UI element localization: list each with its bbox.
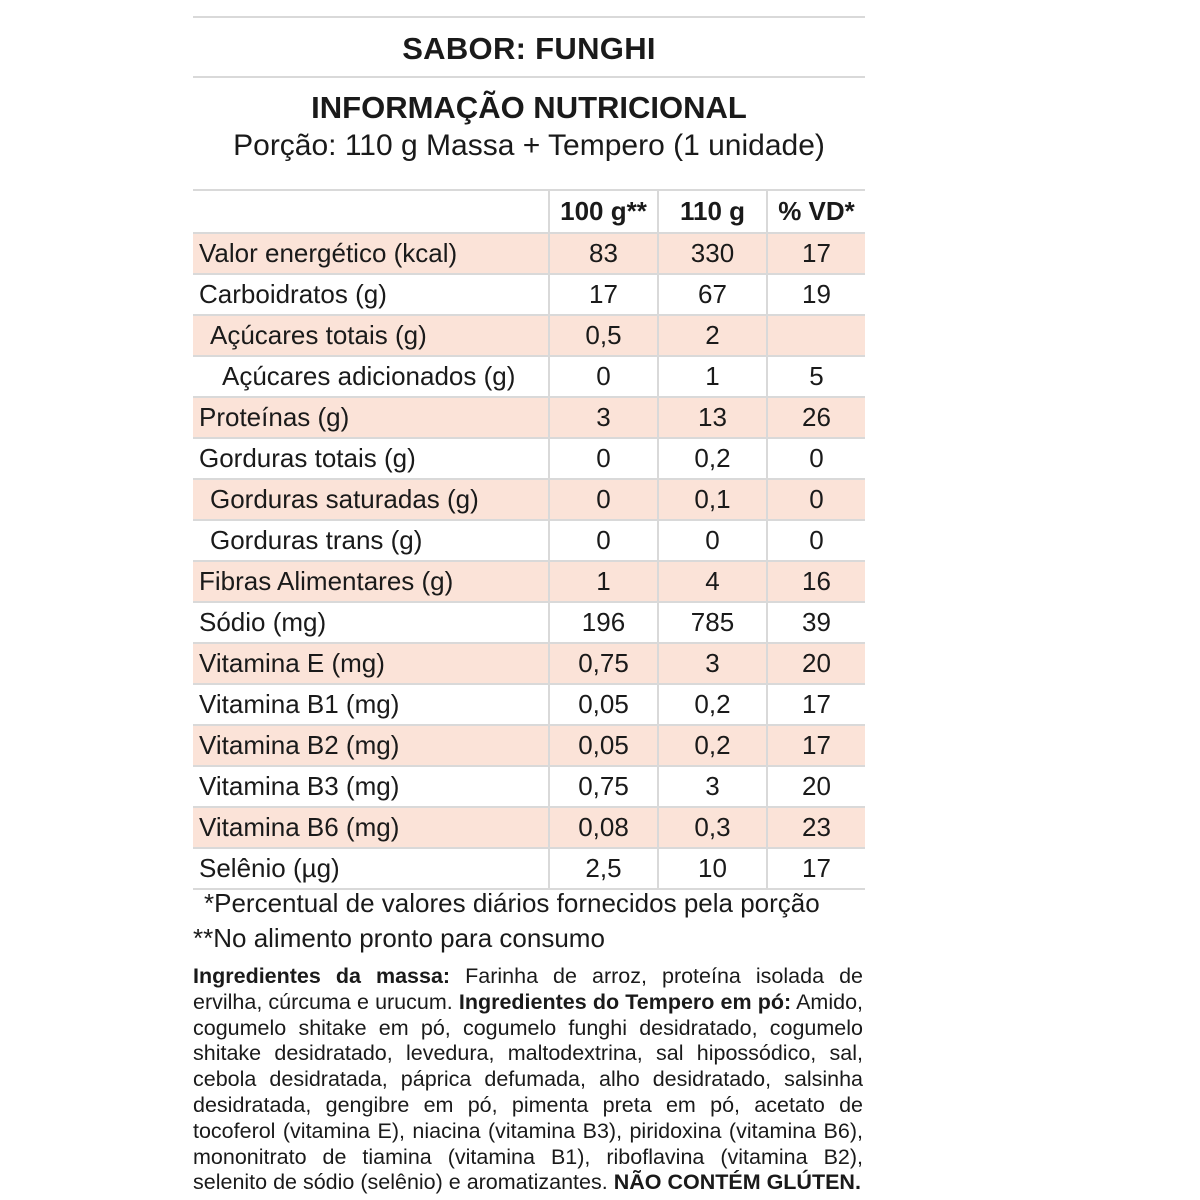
value-per-110g: 0,3 xyxy=(658,807,767,848)
value-per-100g: 17 xyxy=(549,274,658,315)
value-per-110g: 10 xyxy=(658,848,767,889)
value-per-110g: 1 xyxy=(658,356,767,397)
table-row xyxy=(193,684,865,725)
nutrient-label: Açúcares totais (g) xyxy=(193,315,549,356)
value-per-110g: 4 xyxy=(658,561,767,602)
value-per-100g: 0,08 xyxy=(549,807,658,848)
table-row xyxy=(193,479,865,520)
value-per-100g: 0,75 xyxy=(549,766,658,807)
value-daily-percent: 39 xyxy=(767,602,865,643)
ingredients-text xyxy=(193,964,863,1196)
value-per-110g: 0,1 xyxy=(658,479,767,520)
table-row xyxy=(193,356,865,397)
table-row xyxy=(193,233,865,274)
header-daily-value: % VD* xyxy=(767,191,865,233)
value-daily-percent: 0 xyxy=(767,479,865,520)
nutrient-label: Valor energético (kcal) xyxy=(193,233,549,274)
value-per-110g: 0,2 xyxy=(658,684,767,725)
nutrition-table-body xyxy=(193,233,865,889)
footnotes xyxy=(193,886,873,956)
value-per-100g: 0,05 xyxy=(549,684,658,725)
value-per-110g: 330 xyxy=(658,233,767,274)
value-daily-percent: 0 xyxy=(767,520,865,561)
value-daily-percent: 17 xyxy=(767,848,865,889)
value-per-100g: 0,75 xyxy=(549,643,658,684)
header-per-110g: 110 g xyxy=(658,191,767,233)
nutrition-table xyxy=(193,191,865,890)
table-row xyxy=(193,397,865,438)
table-row xyxy=(193,438,865,479)
value-per-110g: 3 xyxy=(658,643,767,684)
value-per-100g: 0,5 xyxy=(549,315,658,356)
header-per-100g: 100 g** xyxy=(549,191,658,233)
value-daily-percent: 5 xyxy=(767,356,865,397)
value-daily-percent: 20 xyxy=(767,766,865,807)
value-daily-percent: 23 xyxy=(767,807,865,848)
table-row xyxy=(193,725,865,766)
nutrient-label: Açúcares adicionados (g) xyxy=(193,356,549,397)
ingredients-seasoning-label: Ingredientes do Tempero em pó: xyxy=(458,989,792,1014)
table-row xyxy=(193,520,865,561)
portion-size: Porção: 110 g Massa + Tempero (1 unidade) xyxy=(233,129,825,162)
value-daily-percent: 17 xyxy=(767,233,865,274)
value-daily-percent xyxy=(767,315,865,356)
flavor-divider xyxy=(193,76,865,78)
value-daily-percent: 20 xyxy=(767,643,865,684)
nutrient-label: Vitamina B3 (mg) xyxy=(193,766,549,807)
value-per-100g: 3 xyxy=(549,397,658,438)
nutrient-label: Proteínas (g) xyxy=(193,397,549,438)
value-daily-percent: 17 xyxy=(767,725,865,766)
value-daily-percent: 17 xyxy=(767,684,865,725)
gluten-warning: NÃO CONTÉM GLÚTEN. xyxy=(613,1170,861,1195)
table-row xyxy=(193,602,865,643)
value-daily-percent: 16 xyxy=(767,561,865,602)
nutrient-label: Carboidratos (g) xyxy=(193,274,549,315)
footnote-ready-to-eat: **No alimento pronto para consumo xyxy=(193,923,605,953)
value-daily-percent: 19 xyxy=(767,274,865,315)
value-per-100g: 1 xyxy=(549,561,658,602)
value-per-100g: 0 xyxy=(549,520,658,561)
value-per-100g: 196 xyxy=(549,602,658,643)
nutrient-label: Vitamina E (mg) xyxy=(193,643,549,684)
table-row xyxy=(193,315,865,356)
value-per-110g: 2 xyxy=(658,315,767,356)
ingredients-mass-text: Farinha de arroz, proteína isolada de ervilha, cúrcuma e urucum. xyxy=(193,964,863,1014)
value-per-110g: 13 xyxy=(658,397,767,438)
nutrient-label: Vitamina B6 (mg) xyxy=(193,807,549,848)
nutrient-label: Gorduras trans (g) xyxy=(193,520,549,561)
header-nutrient xyxy=(193,191,549,233)
ingredients-seasoning-text: Amido, cogumelo shitake em pó, cogumelo funghi desidratado, cogumelo shitake desidratado, levedura, maltodextrina, sal hipossódico, sal, cebola desidratada, páprica defumada, alho desidratado, salsinha desidratada, gengibre em pó, pimenta preta em pó, acetato de tocoferol (vitamina E), niacina (vitamina B3), piridoxina (vitamina B6), mononitrato de tiamina (vitamina B1), riboflavina (vitamina B2), selenito de sódio (selênio) e aromatizantes. xyxy=(193,989,864,1195)
value-per-110g: 0,2 xyxy=(658,725,767,766)
value-per-110g: 3 xyxy=(658,766,767,807)
value-per-110g: 67 xyxy=(658,274,767,315)
nutrition-heading: INFORMAÇÃO NUTRICIONAL xyxy=(311,90,747,125)
value-daily-percent: 0 xyxy=(767,438,865,479)
footnote-daily-value: *Percentual de valores diários fornecidos pela porção xyxy=(204,888,820,918)
nutrition-panel xyxy=(193,16,865,890)
value-per-110g: 785 xyxy=(658,602,767,643)
nutrient-label: Vitamina B1 (mg) xyxy=(193,684,549,725)
ingredients-mass-label: Ingredientes da massa: xyxy=(193,964,451,988)
value-per-100g: 83 xyxy=(549,233,658,274)
value-per-100g: 0 xyxy=(549,438,658,479)
nutrient-label: Selênio (µg) xyxy=(193,848,549,889)
table-row xyxy=(193,643,865,684)
value-per-100g: 2,5 xyxy=(549,848,658,889)
table-row xyxy=(193,561,865,602)
value-per-110g: 0 xyxy=(658,520,767,561)
value-daily-percent: 26 xyxy=(767,397,865,438)
nutrient-label: Gorduras totais (g) xyxy=(193,438,549,479)
nutrient-label: Fibras Alimentares (g) xyxy=(193,561,549,602)
table-row xyxy=(193,848,865,889)
nutrient-label: Sódio (mg) xyxy=(193,602,549,643)
value-per-100g: 0,05 xyxy=(549,725,658,766)
value-per-100g: 0 xyxy=(549,479,658,520)
value-per-110g: 0,2 xyxy=(658,438,767,479)
nutrient-label: Gorduras saturadas (g) xyxy=(193,479,549,520)
table-row xyxy=(193,807,865,848)
table-row xyxy=(193,766,865,807)
table-row xyxy=(193,274,865,315)
table-header-row xyxy=(193,191,865,233)
flavor-title: SABOR: FUNGHI xyxy=(402,31,656,66)
nutrient-label: Vitamina B2 (mg) xyxy=(193,725,549,766)
value-per-100g: 0 xyxy=(549,356,658,397)
